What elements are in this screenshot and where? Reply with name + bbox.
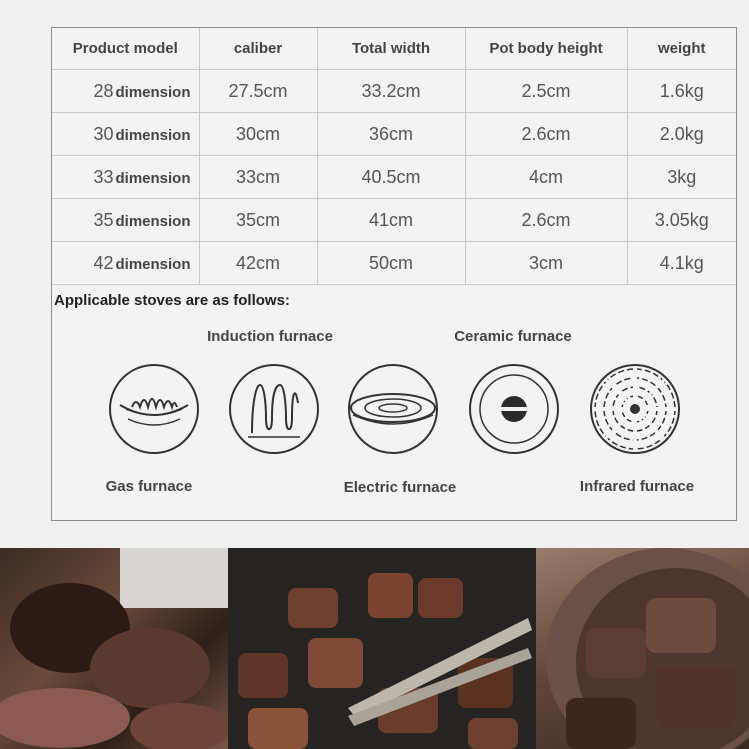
model-word: dimension	[115, 169, 191, 187]
infrared-grid-icon	[589, 363, 681, 455]
cell-weight: 3.05kg	[627, 199, 736, 242]
induction-coil-icon	[228, 363, 320, 455]
gas-stove-icon	[108, 363, 200, 455]
label-induction-furnace: Induction furnace	[207, 328, 333, 345]
spec-table	[52, 28, 736, 285]
spec-panel	[51, 27, 737, 521]
model-number: 30	[93, 123, 114, 144]
cell-pot-body-height: 4cm	[465, 156, 627, 199]
model-word: dimension	[115, 83, 191, 101]
cell-weight: 2.0kg	[627, 113, 736, 156]
header-caliber: caliber	[199, 28, 317, 70]
table-header-row	[52, 28, 736, 70]
cell-product-model	[52, 70, 199, 113]
label-ceramic-furnace: Ceramic furnace	[454, 328, 572, 345]
cell-total-width: 41cm	[317, 199, 465, 242]
stoves-title: Applicable stoves are as follows:	[54, 292, 290, 309]
cell-caliber: 33cm	[199, 156, 317, 199]
model-number: 35	[93, 209, 114, 230]
header-total-width: Total width	[317, 28, 465, 70]
label-electric-furnace: Electric furnace	[343, 479, 457, 496]
cell-pot-body-height: 2.6cm	[465, 199, 627, 242]
cell-caliber: 30cm	[199, 113, 317, 156]
header-product-model: Product model	[52, 28, 199, 70]
label-infrared-furnace: Infrared furnace	[579, 478, 695, 495]
table-row	[52, 199, 736, 242]
cell-weight: 1.6kg	[627, 70, 736, 113]
cell-total-width: 50cm	[317, 242, 465, 285]
cell-pot-body-height: 2.5cm	[465, 70, 627, 113]
cell-caliber: 35cm	[199, 199, 317, 242]
model-number: 33	[93, 166, 114, 187]
table-row	[52, 113, 736, 156]
grilled-steak-photo	[0, 548, 228, 749]
cell-pot-body-height: 3cm	[465, 242, 627, 285]
electric-plate-icon	[347, 363, 439, 455]
cell-weight: 3kg	[627, 156, 736, 199]
cell-total-width: 33.2cm	[317, 70, 465, 113]
cell-pot-body-height: 2.6cm	[465, 113, 627, 156]
model-word: dimension	[115, 126, 191, 144]
cell-product-model	[52, 113, 199, 156]
cell-total-width: 40.5cm	[317, 156, 465, 199]
cell-caliber: 42cm	[199, 242, 317, 285]
model-word: dimension	[115, 255, 191, 273]
model-number: 42	[93, 252, 114, 273]
header-weight: weight	[627, 28, 736, 70]
model-word: dimension	[115, 212, 191, 230]
steak-in-pan-photo	[536, 548, 749, 749]
cell-caliber: 27.5cm	[199, 70, 317, 113]
cell-weight: 4.1kg	[627, 242, 736, 285]
cell-total-width: 36cm	[317, 113, 465, 156]
cell-product-model	[52, 242, 199, 285]
header-pot-body-height: Pot body height	[465, 28, 627, 70]
label-gas-furnace: Gas furnace	[105, 478, 193, 495]
cell-product-model	[52, 199, 199, 242]
ceramic-hob-icon	[468, 363, 560, 455]
model-number: 28	[93, 80, 114, 101]
table-row	[52, 242, 736, 285]
steak-cubes-with-tongs-photo	[228, 548, 536, 749]
table-row	[52, 70, 736, 113]
table-row	[52, 156, 736, 199]
cell-product-model	[52, 156, 199, 199]
